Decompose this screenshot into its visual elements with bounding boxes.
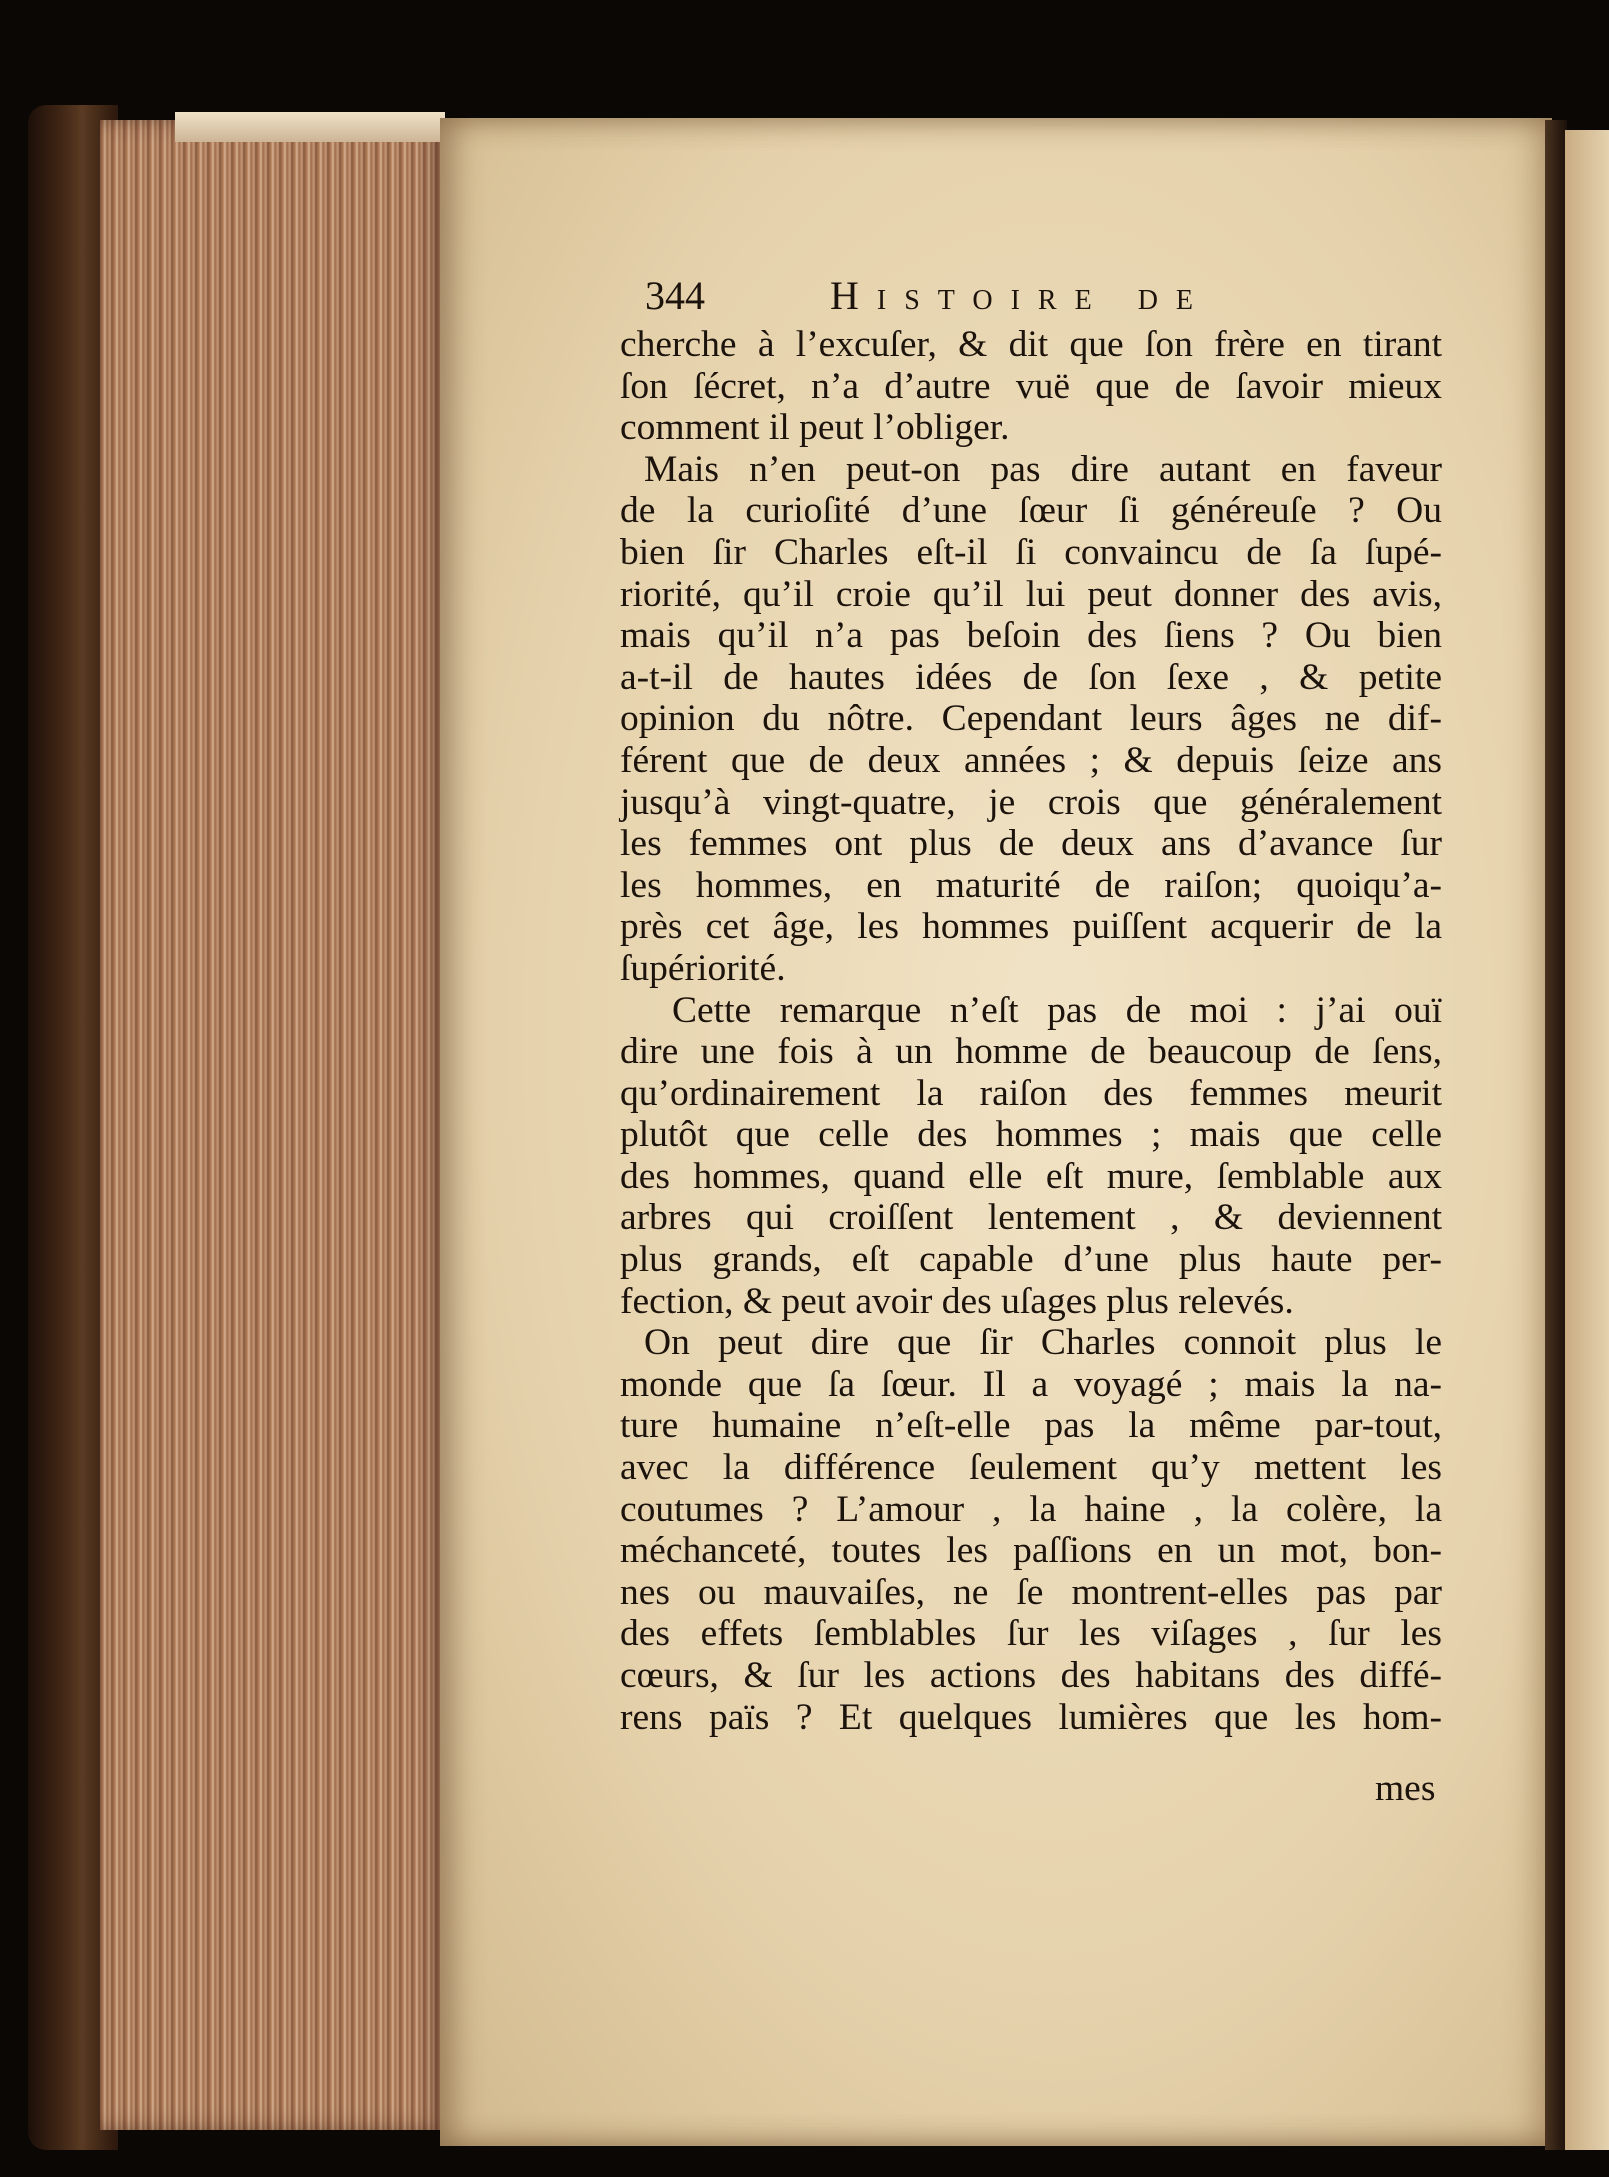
text-line: ſon ſécret, n’a d’autre vuë que de ſavoir mieux [620,365,1442,407]
text-line: qu’ordinairement la raiſon des femmes meurit [620,1072,1442,1114]
text-line: ture humaine n’eſt-elle pas la même par-tout, [620,1405,1442,1447]
text-line: mais qu’il n’a pas beſoin des ſiens ? Ou bien [620,615,1442,657]
text-line: férent que de deux années ; & depuis ſeize ans [620,739,1442,781]
text-line: les hommes, en maturité de raiſon; quoiqu’a- [620,864,1442,906]
text-line: On peut dire que ſir Charles connoit plus le [644,1322,1442,1364]
text-line: a-t-il de hautes idées de ſon ſexe , & petite [620,656,1442,698]
text-line: près cet âge, les hommes puiſſent acquerir de la [620,906,1442,948]
text-line: arbres qui croiſſent lentement , & deviennent [620,1197,1442,1239]
text-line: cherche à l’excuſer, & dit que ſon frère en tirant [620,324,1442,365]
text-line: plus grands, eſt capable d’une plus haute per- [620,1239,1442,1281]
text-line: ſupériorité. [620,947,786,989]
text-line: les femmes ont plus de deux ans d’avance ſur [620,823,1442,865]
text-line: fection, & peut avoir des uſages plus relevés. [620,1280,1294,1322]
text-line: nes ou mauvaiſes, ne ſe montrent-elles pas par [620,1571,1442,1613]
text-line: de la curioſité d’une ſœur ſi généreuſe ? Ou [620,490,1442,532]
book-gutter [1545,120,1567,2150]
text-line: jusqu’à vingt-quatre, je crois que généralement [620,781,1442,823]
text-line: coutumes ? L’amour , la haine , la colère, la [620,1488,1442,1530]
body-text [620,324,1442,1738]
text-line: avec la différence ſeulement qu’y mettent les [620,1447,1442,1489]
text-line: plutôt que celle des hommes ; mais que celle [620,1114,1442,1156]
page-header [645,268,1425,324]
text-line: monde que ſa ſœur. Il a voyagé ; mais la na- [620,1363,1442,1405]
text-line: cœurs, & ſur les actions des habitans des diffé- [620,1655,1442,1696]
page-number: 344 [645,273,705,318]
text-line: comment il peut l’obliger. [620,407,1010,449]
text-line: méchanceté, toutes les paſſions en un mot, bon- [620,1530,1442,1572]
text-line: Cette remarque n’eſt pas de moi : j’ai ouï [672,989,1442,1031]
text-line: opinion du nôtre. Cependant leurs âges ne dif- [620,698,1442,740]
page-block-edges [100,120,445,2130]
catchword: mes [1375,1768,1436,1809]
text-line: dire une fois à un homme de beaucoup de ſens, [620,1031,1442,1073]
running-head: Histoire de [830,273,1212,318]
text-line: rens païs ? Et quelques lumières que les hom- [620,1696,1442,1738]
text-line: Mais n’en peut-on pas dire autant en faveur [644,448,1442,490]
text-line: bien ſir Charles eſt-il ſi convaincu de ſa ſupé- [620,531,1442,573]
text-line: riorité, qu’il croie qu’il lui peut donner des avis, [620,573,1442,615]
page-block-top [175,112,445,142]
facing-page-edge [1565,130,1609,2150]
text-line: des effets ſemblables ſur les viſages , ſur les [620,1613,1442,1655]
text-line: des hommes, quand elle eſt mure, ſemblable aux [620,1155,1442,1197]
